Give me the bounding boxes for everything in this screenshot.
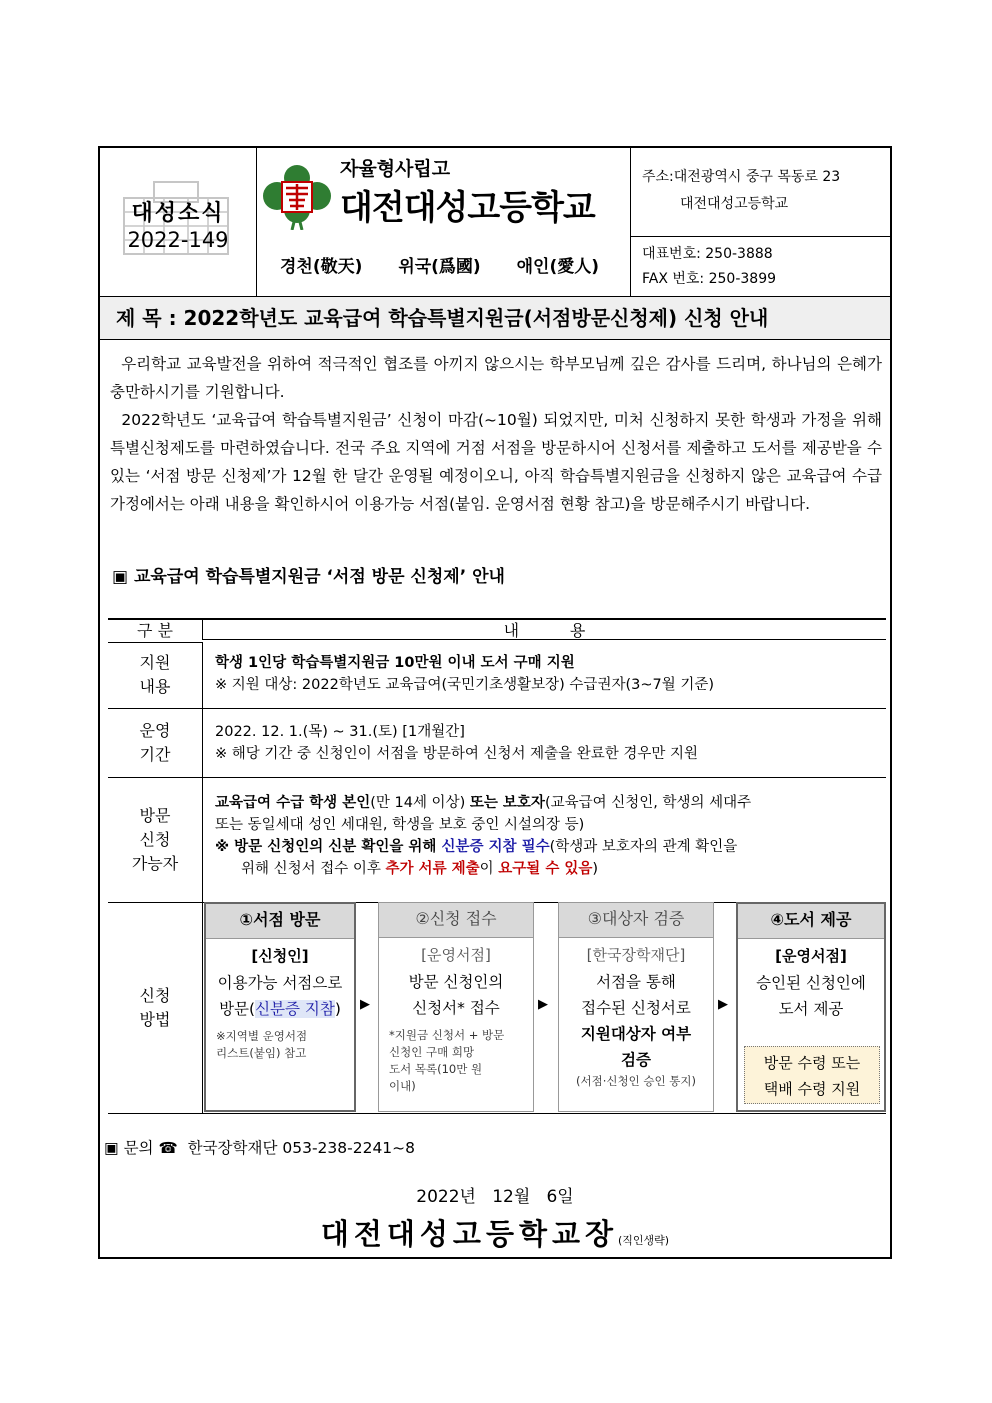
step-book-provision: ④도서 제공 [운영서점] 승인된 신청인에 도서 제공 방문 수령 또는 택배 수령 지원 <box>736 902 886 1112</box>
contact-cell <box>630 148 890 296</box>
table-header-content: 내 용 <box>202 618 886 640</box>
school-name: 대전대성고등학교 <box>340 188 595 228</box>
phone-number: 대표번호: 250-3888 <box>642 246 773 262</box>
row-content-support: 학생 1인당 학습특별지원금 10만원 이내 도서 구매 지원 ※ 지원 대상: 2022학년도 교육급여(국민기초생활보장) 수급권자(3~7월 기준) <box>202 642 886 708</box>
body-text <box>110 350 887 518</box>
school-cell <box>256 148 631 296</box>
subject-line: 제 목 : 2022학년도 교육급여 학습특별지원금(서점방문신청제) 신청 안내 <box>100 296 890 340</box>
paragraph: 2022학년도 ‘교육급여 학습특별지원금’ 신청이 마감(~10월) 되었지만, 미처 신청하지 못한 학생과 가정을 위해 특별신청제도를 마련하였습니다. 전국 주요 지역에 거점 서점을 방문하시어 신청서를 제출하고 도서를 제공받을 수 있는 ‘서점 방문 신청제’가 12월 한 달간 운영될 예정이오니, 아직 학습특별지원금을 신청하지 않은 교육급여 수급 가정에서는 아래 내용을 확인하시어 이용가능 서점(붙임. 운영서점 현황 참고)을 방문해주시기 바랍니다. <box>110 411 887 513</box>
contact-info: ▣ 문의 ☎ 한국장학재단 053-238-2241~8 <box>104 1139 416 1157</box>
step-visit-bookstore: ①서점 방문 [신청인] 이용가능 서점으로 방문(신분증 지참) ※지역별 운영서점 리스트(붙임) 참고 <box>204 902 356 1112</box>
arrow-right-icon: ▶ <box>360 997 370 1012</box>
address-name: 대전대성고등학교 <box>680 196 789 212</box>
arrow-right-icon: ▶ <box>718 997 728 1012</box>
school-type: 자율형사립고 <box>340 158 451 180</box>
signature-note: (직인생략) <box>618 1234 670 1247</box>
step-eligibility-check: ③대상자 검증 [한국장학재단] 서점을 통해 접수된 신청서로 지원대상자 여부 검증 (서점·신청인 승인 통지) <box>558 902 714 1112</box>
document-frame <box>98 146 892 1259</box>
arrow-right-icon: ▶ <box>538 997 548 1012</box>
issue-date: 2022년 12월 6일 <box>416 1187 574 1207</box>
row-label-method: 신청 방법 <box>139 986 171 1029</box>
row-label-support: 지원 내용 <box>139 653 171 696</box>
newsletter-number: 2022-149 <box>127 228 229 252</box>
motto-item: 위국(爲國) <box>398 257 481 277</box>
step-application-receipt: ②신청 접수 [운영서점] 방문 신청인의 신청서* 접수 *지원금 신청서 + 방문 신청인 구매 희망 도서 목록(10만 원 이내) <box>378 902 534 1112</box>
motto-item: 애인(愛人) <box>516 257 600 277</box>
row-content-applicant: 교육급여 수급 학생 본인(만 14세 이상) 또는 보호자(교육급여 신청인, 학생의 세대주 또는 동일세대 성인 세대원, 학생을 보호 중인 시설의장 등) ※ 방문 신청인의 신분 확인을 위해 신분증 지참 필수(학생과 보호자의 관계 확인을 위해 신청서 접수 이후 추가 서류 제출이 요구될 수 있음) <box>202 778 886 902</box>
school-emblem-icon <box>262 164 332 230</box>
fax-number: FAX 번호: 250-3899 <box>642 271 777 287</box>
row-label-period: 운영 기간 <box>139 721 171 764</box>
newsletter-title: 대성소식 <box>131 201 225 226</box>
letterhead <box>100 148 890 296</box>
school-motto <box>280 252 629 277</box>
address: 주소:대전광역시 중구 목동로 23 <box>642 169 841 185</box>
motto-item: 경천(敬天) <box>280 257 363 277</box>
newsletter-cell <box>100 148 257 296</box>
section-title: ▣ 교육급여 학습특별지원금 ‘서점 방문 신청제’ 안내 <box>112 567 505 587</box>
delivery-note-box: 방문 수령 또는 택배 수령 지원 <box>744 1046 880 1104</box>
paragraph: 우리학교 교육발전을 위하여 적극적인 협조를 아끼지 않으시는 학부모님께 깊은 감사를 드리며, 하나님의 은혜가 충만하시기를 기원합니다. <box>110 355 887 401</box>
table-header-category: 구 분 <box>108 618 202 643</box>
principal-signature: 대전대성고등학교장(직인생략) <box>320 1217 670 1251</box>
row-label-applicant: 방문 신청 가능자 <box>131 806 179 873</box>
process-steps <box>204 902 886 1112</box>
row-content-period: 2022. 12. 1.(목) ~ 31.(토) [1개월간] ※ 해당 기간 중 신청인이 서점을 방문하여 신청서 제출을 완료한 경우만 지원 <box>202 709 886 777</box>
